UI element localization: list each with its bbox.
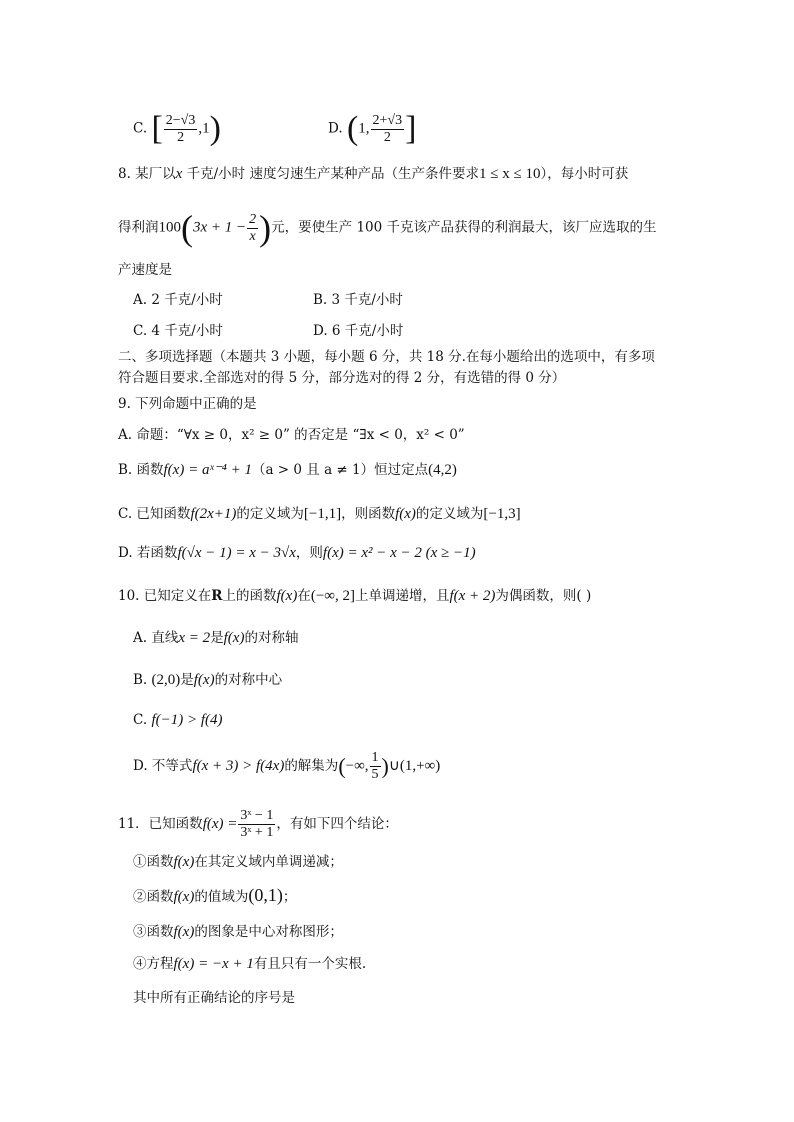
q7-option-d bbox=[328, 112, 416, 146]
paren-right: ) bbox=[209, 110, 221, 147]
text: ，有如下四个结论： bbox=[276, 816, 398, 832]
q9-stem: 9. 下列命题中正确的是 bbox=[118, 396, 257, 412]
text: B. 函数 bbox=[118, 462, 164, 478]
q10-option-a bbox=[133, 628, 298, 648]
q11-fraction bbox=[238, 808, 275, 841]
math-set-R: R bbox=[211, 588, 223, 604]
paren-right: ) bbox=[381, 753, 389, 779]
q10-fraction bbox=[370, 750, 381, 783]
paren-left: ( bbox=[338, 753, 346, 779]
text: D. 不等式 bbox=[133, 758, 193, 774]
text: 的对称中心 bbox=[214, 672, 283, 688]
text: B. bbox=[133, 672, 152, 688]
q7-option-c-label: C. bbox=[133, 120, 148, 137]
q8-stem-line1 bbox=[118, 164, 628, 184]
text: 的解集为 bbox=[284, 758, 339, 774]
math-expr: f(x) bbox=[173, 889, 195, 905]
q8-option-c: C. 4 千克/小时 bbox=[133, 323, 223, 339]
text: 10. 已知定义在 bbox=[118, 588, 212, 604]
q7-option-c-tail: ,1 bbox=[198, 120, 210, 137]
text: C. bbox=[133, 712, 152, 728]
math-interval: [−1,3] bbox=[483, 506, 521, 522]
q10-option-c bbox=[133, 710, 223, 730]
q8-stem-line3: 产速度是 bbox=[118, 262, 172, 278]
q7-option-d-head: 1, bbox=[358, 120, 370, 137]
text: 的值域为 bbox=[194, 889, 249, 905]
section2-header-line1: 二、多项选择题（本题共 3 小题，每小题 6 分，共 18 分.在每小题给出的选项中，有多项 bbox=[118, 349, 655, 365]
q11-stem bbox=[118, 808, 398, 841]
q10-option-b bbox=[133, 670, 282, 690]
q7-option-d-fraction bbox=[371, 113, 405, 146]
math-point: (2,0) bbox=[151, 672, 181, 688]
paren-left: ( bbox=[181, 208, 193, 248]
text: 得利润 bbox=[118, 219, 159, 236]
math-interval: −∞, bbox=[345, 758, 369, 774]
text: C. 已知函数 bbox=[118, 506, 191, 522]
fraction-denominator: 5 bbox=[371, 767, 379, 782]
q11-conclusion-4 bbox=[133, 954, 366, 974]
math-expr: 3x + 1 − bbox=[193, 219, 247, 236]
text: ③函数 bbox=[133, 924, 174, 940]
math-expr: f(x) = bbox=[202, 816, 238, 832]
math-expr: f(x) = x² − x − 2 (x ≥ −1) bbox=[322, 545, 476, 561]
paren-right: ) bbox=[259, 208, 272, 248]
q11-conclusion-1 bbox=[133, 852, 343, 872]
math-interval: ∪(1,+∞) bbox=[388, 758, 441, 774]
math-expr: x = 2 bbox=[178, 630, 211, 646]
fraction-numerator: 2 bbox=[249, 211, 257, 227]
math-expr: f(x) bbox=[173, 924, 195, 940]
fraction-denominator: 3ˣ + 1 bbox=[240, 825, 274, 840]
text: ，则函数 bbox=[341, 506, 396, 522]
text: ④方程 bbox=[133, 956, 174, 972]
q9-option-a: A. 命题：“∀x ≥ 0，x² ≥ 0” 的否定是 “∃x < 0，x² < 0” bbox=[118, 427, 465, 443]
text: 8. 某厂以 bbox=[118, 166, 176, 182]
text: 千克/小时 速度匀速生产某种产品（生产条件要求 bbox=[182, 166, 479, 182]
q10-option-d bbox=[133, 750, 440, 783]
text: 在其定义域内单调递减； bbox=[194, 854, 343, 870]
math-interval: (0,1) bbox=[248, 885, 283, 905]
q9-option-c bbox=[118, 504, 521, 524]
q10-stem bbox=[118, 586, 591, 606]
q8-option-a: A. 2 千克/小时 bbox=[133, 292, 223, 308]
text: ，则 bbox=[295, 545, 323, 561]
bracket-right: ] bbox=[405, 110, 417, 147]
text: ； bbox=[282, 889, 297, 905]
text: 的对称轴 bbox=[244, 630, 299, 646]
text: ②函数 bbox=[133, 889, 174, 905]
fraction-denominator: 2 bbox=[383, 129, 391, 145]
text: 在 bbox=[297, 588, 311, 604]
fraction-numerator: 1 bbox=[371, 750, 379, 765]
math-point: (4,2) bbox=[428, 462, 457, 478]
text: 有且只有一个实根. bbox=[253, 956, 367, 972]
math-expr: f(x + 3) > f(4x) bbox=[192, 758, 285, 774]
math-expr: f(x) bbox=[276, 588, 298, 604]
math-expr: f(x + 2) bbox=[449, 588, 496, 604]
text: 是 bbox=[210, 630, 224, 646]
text: 的定义域为 bbox=[415, 506, 484, 522]
math-var: x bbox=[175, 166, 183, 182]
text: 上单调递增，且 bbox=[354, 588, 450, 604]
text: 是 bbox=[180, 672, 194, 688]
text: 11．已知函数 bbox=[118, 816, 203, 832]
math-expr: 100 bbox=[158, 219, 181, 236]
q11-tail: 其中所有正确结论的序号是 bbox=[133, 990, 295, 1006]
math-expr: f(√x − 1) = x − 3√x bbox=[177, 545, 296, 561]
math-expr: f(x) bbox=[223, 630, 245, 646]
q11-conclusion-3 bbox=[133, 922, 343, 942]
q8-option-b: B. 3 千克/小时 bbox=[313, 292, 403, 308]
math-interval: (−∞, 2] bbox=[310, 588, 355, 604]
text: 上的函数 bbox=[222, 588, 277, 604]
text: （a > 0 且 a ≠ 1）恒过定点 bbox=[251, 462, 429, 478]
q9-option-d bbox=[118, 543, 476, 563]
text: D. 若函数 bbox=[118, 545, 178, 561]
math-expr: f(2x+1) bbox=[190, 506, 237, 522]
paren-left: ( bbox=[346, 110, 359, 147]
math-condition: 1 ≤ x ≤ 10 bbox=[478, 166, 541, 182]
bracket-left: [ bbox=[151, 110, 163, 147]
math-interval: [−1,1] bbox=[303, 506, 342, 522]
math-expr: f(x) bbox=[193, 672, 215, 688]
math-expr: f(−1) > f(4) bbox=[151, 712, 223, 728]
text: ），每小时可获 bbox=[540, 166, 629, 182]
q8-fraction bbox=[247, 212, 258, 245]
q7-option-d-label: D. bbox=[328, 120, 343, 137]
fraction-numerator: 3ˣ − 1 bbox=[240, 808, 274, 823]
text: 的定义域为 bbox=[236, 506, 304, 522]
text: 元，要使生产 100 千克该产品获得的利润最大，该厂应选取的生 bbox=[271, 219, 657, 236]
fraction-numerator: 2−√3 bbox=[165, 112, 196, 128]
math-expr: f(x) bbox=[173, 854, 195, 870]
text: 的图象是中心对称图形； bbox=[194, 924, 343, 940]
q7-option-c-fraction bbox=[164, 113, 198, 146]
text: 为偶函数，则( ) bbox=[495, 588, 592, 604]
text: ①函数 bbox=[133, 854, 174, 870]
fraction-denominator: 2 bbox=[177, 129, 185, 145]
q7-option-c bbox=[133, 112, 221, 146]
q8-option-d: D. 6 千克/小时 bbox=[313, 323, 404, 339]
section2-header-line2: 符合题目要求.全部选对的得 5 分，部分选对的得 2 分，有选错的得 0 分） bbox=[118, 370, 566, 386]
math-expr: f(x) = aˣ⁻⁴ + 1 bbox=[163, 462, 252, 478]
q9-option-b bbox=[118, 460, 457, 480]
math-expr: f(x) bbox=[395, 506, 416, 522]
q11-conclusion-2 bbox=[133, 885, 296, 907]
math-expr: f(x) = −x + 1 bbox=[173, 956, 254, 972]
text: A. 直线 bbox=[133, 630, 179, 646]
fraction-denominator: x bbox=[249, 228, 256, 244]
q8-stem-line2 bbox=[118, 210, 657, 246]
fraction-numerator: 2+√3 bbox=[372, 112, 403, 128]
